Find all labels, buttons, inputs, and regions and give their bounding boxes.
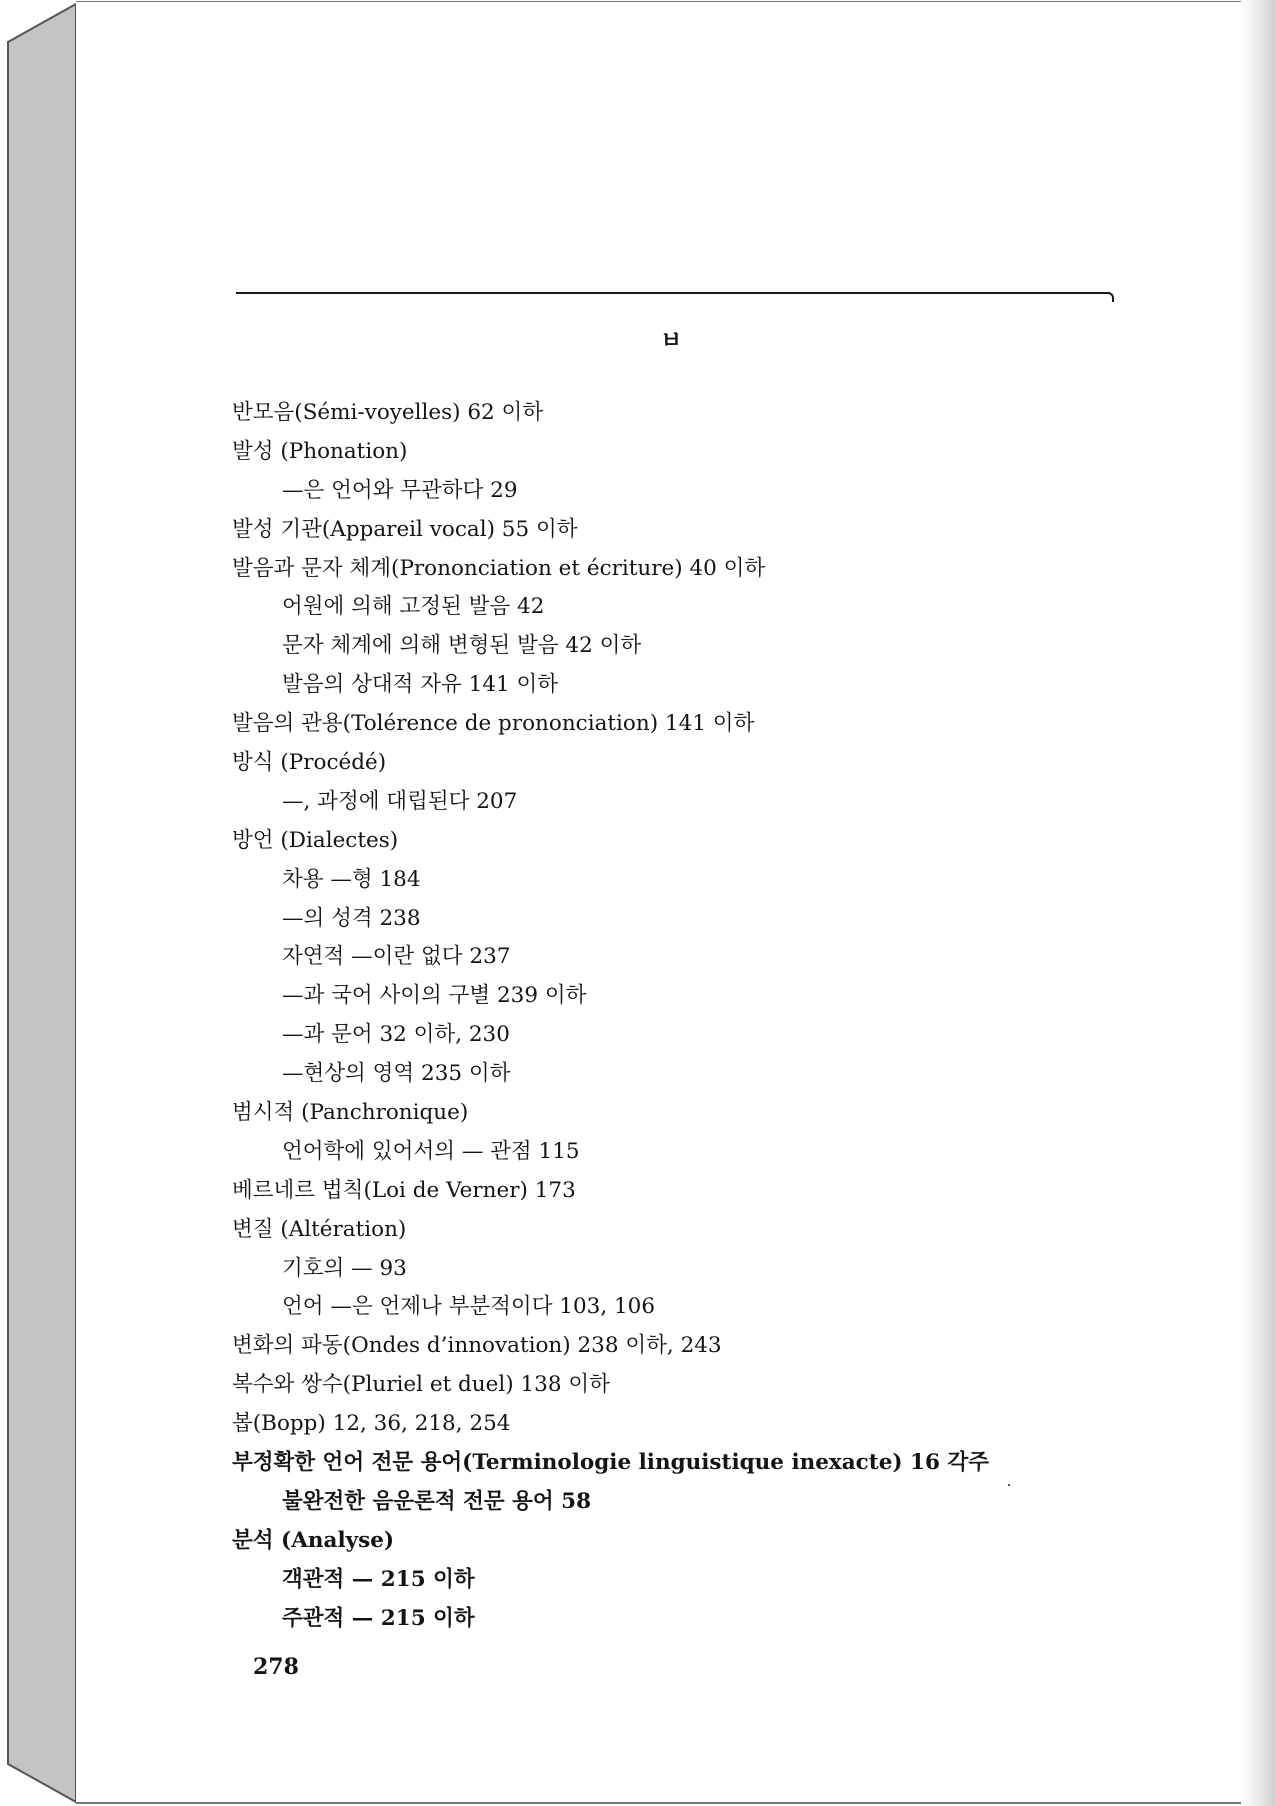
index-subentry: 발음의 상대적 자유 141 이하: [282, 672, 559, 698]
index-subentry: —, 과정에 대립된다 207: [282, 788, 518, 814]
index-subentry: 차용 —형 184: [282, 866, 421, 892]
index-subentry: —의 성격 238: [282, 905, 421, 931]
header-rule-end: [1106, 292, 1114, 302]
index-entry: 변화의 파동(Ondes d’innovation) 238 이하, 243: [232, 1333, 722, 1359]
index-subentry: 기호의 — 93: [282, 1255, 407, 1281]
index-subentry: 자연적 —이란 없다 237: [282, 944, 511, 970]
index-subentry: —과 국어 사이의 구별 239 이하: [282, 983, 587, 1009]
index-entry: 변질 (Altération): [232, 1216, 407, 1242]
page-edge-shadow: [1241, 0, 1275, 1806]
index-entry: 방언 (Dialectes): [232, 827, 399, 853]
index-entry: 부정확한 언어 전문 용어(Terminologie linguistique inexacte) 16 각주: [232, 1450, 989, 1476]
index-subentry: 언어 —은 언제나 부분적이다 103, 106: [282, 1294, 656, 1320]
index-subentry: 문자 체계에 의해 변형된 발음 42 이하: [282, 633, 642, 659]
index-subentry: —현상의 영역 235 이하: [282, 1061, 511, 1087]
index-subentry: 객관적 — 215 이하: [282, 1566, 475, 1592]
index-entry: 발음의 관용(Tolérence de prononciation) 141 이하: [232, 711, 755, 737]
index-entry: 봅(Bopp) 12, 36, 218, 254: [232, 1411, 511, 1437]
index-subentry: —과 문어 32 이하, 230: [282, 1022, 510, 1048]
index-entry: 발성 (Phonation): [232, 438, 408, 464]
index-entry: 분석 (Analyse): [232, 1527, 395, 1553]
index-subentry: 언어학에 있어서의 — 관점 115: [282, 1138, 580, 1164]
index-entry-list: [232, 394, 1132, 1639]
index-entry: 베르네르 법칙(Loi de Verner) 173: [232, 1177, 576, 1203]
index-entry: 발성 기관(Appareil vocal) 55 이하: [232, 516, 578, 542]
index-entry: 범시적 (Panchronique): [232, 1100, 469, 1126]
header-rule: [236, 292, 1110, 294]
page-number: 278: [253, 1654, 299, 1680]
index-entry: 발음과 문자 체계(Prononciation et écriture) 40 이하: [232, 555, 766, 581]
index-entry: 복수와 쌍수(Pluriel et duel) 138 이하: [232, 1372, 610, 1398]
index-subentry: 불완전한 음운론적 전문 용어 58: [282, 1488, 592, 1514]
index-subentry: 주관적 — 215 이하: [282, 1605, 475, 1631]
index-entry: 반모음(Sémi-voyelles) 62 이하: [232, 400, 544, 425]
index-subentry: —은 언어와 무관하다 29: [282, 477, 518, 503]
print-speck: [1008, 1484, 1010, 1486]
section-heading: ㅂ: [660, 327, 683, 354]
index-entry: 방식 (Procédé): [232, 750, 387, 776]
index-subentry: 어원에 의해 고정된 발음 42: [282, 594, 545, 620]
